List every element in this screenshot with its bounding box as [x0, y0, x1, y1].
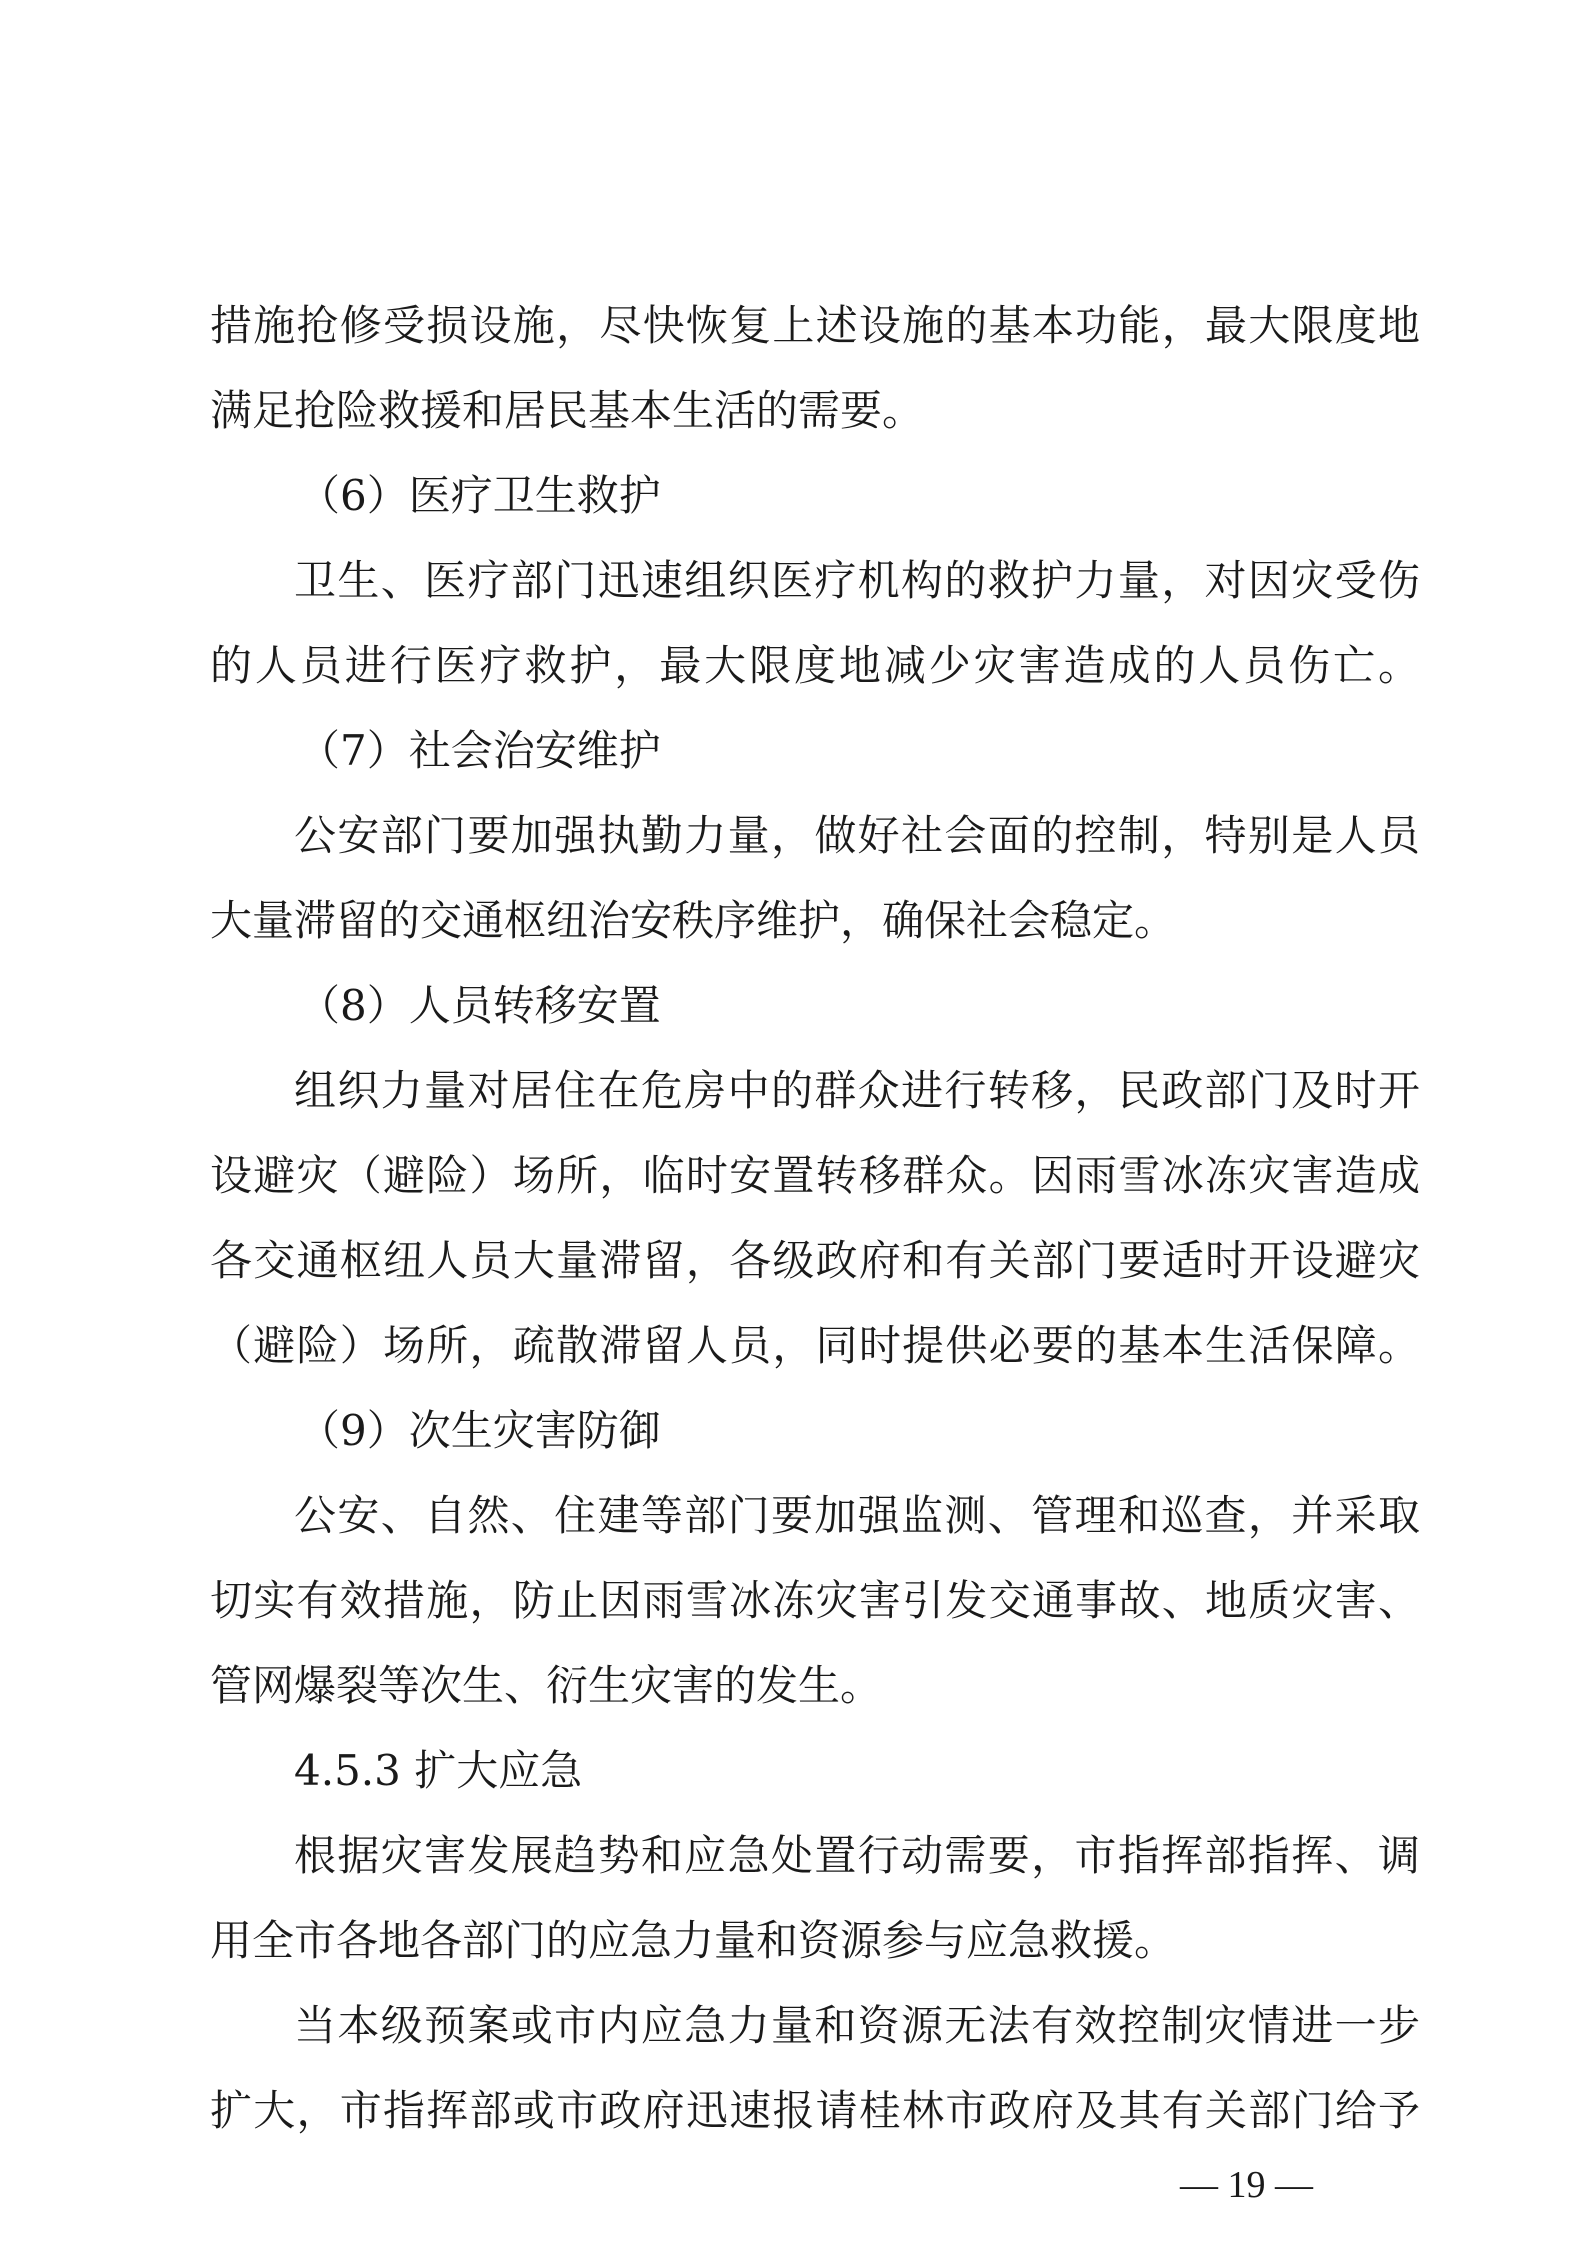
paragraph-line: 用全市各地各部门的应急力量和资源参与应急救援。 — [210, 1916, 1177, 1965]
paragraph-line: 卫生、医疗部门迅速组织医疗机构的救护力量，对因灾受伤 — [294, 556, 1420, 605]
paragraph-line: 大量滞留的交通枢纽治安秩序维护，确保社会稳定。 — [210, 896, 1177, 945]
paragraph-line: 公安部门要加强执勤力量，做好社会面的控制，特别是人员 — [294, 811, 1420, 860]
paragraph-line: 组织力量对居住在危房中的群众进行转移，民政部门及时开 — [294, 1066, 1420, 1115]
paragraph-line: 的人员进行医疗救护，最大限度地减少灾害造成的人员伤亡。 — [210, 641, 1420, 690]
paragraph-line: 扩大，市指挥部或市政府迅速报请桂林市政府及其有关部门给予 — [210, 2086, 1420, 2135]
paragraph-line: 根据灾害发展趋势和应急处置行动需要，市指挥部指挥、调 — [294, 1831, 1420, 1880]
section-heading: （6）医疗卫生救护 — [298, 471, 661, 520]
page-number: — 19 — — [1180, 2164, 1313, 2206]
paragraph-line: 措施抢修受损设施，尽快恢复上述设施的基本功能，最大限度地 — [210, 301, 1420, 350]
paragraph-line: 公安、自然、住建等部门要加强监测、管理和巡查，并采取 — [294, 1491, 1420, 1540]
paragraph-line: 各交通枢纽人员大量滞留，各级政府和有关部门要适时开设避灾 — [210, 1236, 1420, 1285]
paragraph-line: 满足抢险救援和居民基本生活的需要。 — [210, 386, 925, 435]
section-heading: （7）社会治安维护 — [298, 726, 661, 775]
paragraph-line: 切实有效措施，防止因雨雪冰冻灾害引发交通事故、地质灾害、 — [210, 1576, 1420, 1625]
section-heading: 4.5.3 扩大应急 — [294, 1746, 583, 1795]
section-heading: （8）人员转移安置 — [298, 981, 661, 1030]
paragraph-line: （避险）场所，疏散滞留人员，同时提供必要的基本生活保障。 — [210, 1321, 1420, 1370]
paragraph-line: 设避灾（避险）场所，临时安置转移群众。因雨雪冰冻灾害造成 — [210, 1151, 1420, 1200]
paragraph-line: 当本级预案或市内应急力量和资源无法有效控制灾情进一步 — [294, 2001, 1420, 2050]
section-heading: （9）次生灾害防御 — [298, 1406, 661, 1455]
paragraph-line: 管网爆裂等次生、衍生灾害的发生。 — [210, 1661, 883, 1710]
